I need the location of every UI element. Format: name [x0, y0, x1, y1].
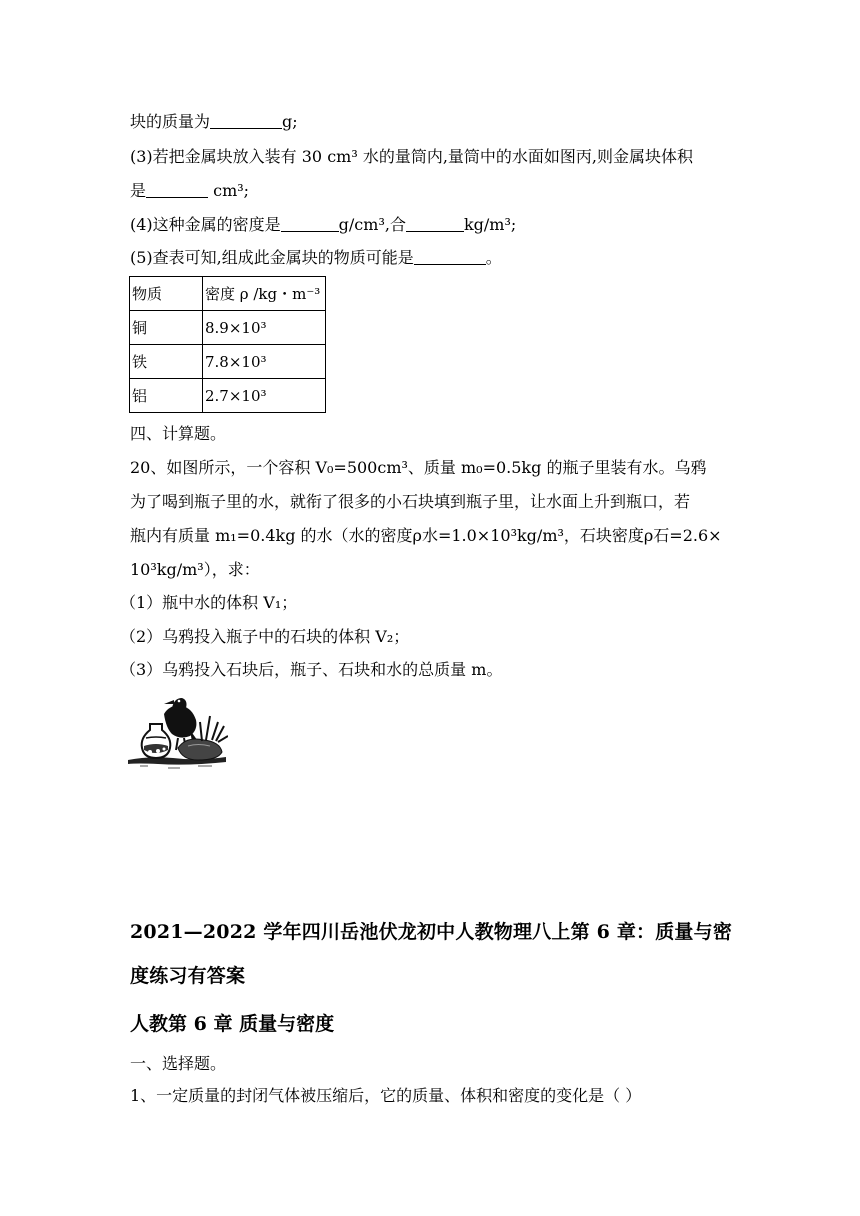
table-cell: 2.7×10³ [203, 379, 326, 413]
q20-line-4: 10³kg/m³），求： [130, 560, 260, 579]
q19-line1-unit: g; [282, 112, 298, 131]
q19-line4-unit: kg/m³; [463, 215, 517, 234]
answer-blank-volume[interactable] [146, 181, 208, 198]
table-cell: 7.8×10³ [203, 345, 326, 379]
q19-line5-end: 。 [485, 248, 502, 267]
chapter-subtitle: 人教第 6 章 质量与密度 [130, 1013, 335, 1035]
table-row [130, 311, 326, 345]
q19-line1-text: 块的质量为 [130, 112, 211, 131]
crow-bottle-illustration [128, 686, 228, 770]
q19-line-3 [130, 181, 249, 201]
q19-line-5 [130, 248, 502, 268]
q20-sub-question-3: （3）乌鸦投入石块后，瓶子、石块和水的总质量 m。 [120, 660, 503, 679]
table-cell: 铜 [130, 311, 203, 345]
density-table [129, 276, 326, 413]
table-header-row [130, 277, 326, 311]
section-heading-calculation: 四、计算题。 [130, 424, 227, 443]
answer-blank-density-gcm3[interactable] [281, 215, 339, 232]
answer-blank-density-kgm3[interactable] [406, 215, 464, 232]
document-title-line-1: 2021—2022 学年四川岳池伏龙初中人教物理八上第 6 章：质量与密 [130, 921, 733, 943]
q19-line-2: (3)若把金属块放入装有 30 cm³ 水的量筒内,量筒中的水面如图丙,则金属块体积 [130, 147, 694, 166]
answer-blank-mass[interactable] [210, 112, 282, 129]
q19-line-1 [130, 112, 298, 132]
question-1: 1、一定质量的封闭气体被压缩后，它的质量、体积和密度的变化是（ ） [130, 1086, 642, 1105]
table-row [130, 379, 326, 413]
q20-line-2: 为了喝到瓶子里的水，就衔了很多的小石块填到瓶子里，让水面上升到瓶口，若 [130, 492, 691, 511]
q20-sub-question-2: （2）乌鸦投入瓶子中的石块的体积 V₂； [120, 627, 410, 646]
section-heading-choice: 一、选择题。 [130, 1054, 227, 1073]
table-header-cell: 物质 [130, 277, 203, 311]
table-row [130, 345, 326, 379]
table-cell: 铁 [130, 345, 203, 379]
document-title-line-2: 度练习有答案 [130, 965, 246, 987]
q19-line4-text: (4)这种金属的密度是 [130, 215, 281, 234]
q20-line-3: 瓶内有质量 m₁=0.4kg 的水（水的密度ρ水=1.0×10³kg/m³，石块密度ρ石=2.6× [130, 526, 722, 545]
q19-line4-mid: g/cm³,合 [338, 215, 406, 234]
table-cell: 8.9×10³ [203, 311, 326, 345]
table-cell: 铝 [130, 379, 203, 413]
q19-line-4 [130, 215, 516, 235]
q20-line-1: 20、如图所示，一个容积 V₀=500cm³、质量 m₀=0.5kg 的瓶子里装有水。乌鸦 [130, 458, 707, 477]
q19-line3-text: 是 [130, 181, 147, 200]
q19-line5-text: (5)查表可知,组成此金属块的物质可能是 [130, 248, 414, 267]
table-header-cell: 密度 ρ /kg・m⁻³ [203, 277, 326, 311]
q20-sub-question-1: （1）瓶中水的体积 V₁； [120, 593, 298, 612]
answer-blank-substance[interactable] [414, 248, 486, 265]
q19-line3-unit: cm³; [208, 181, 250, 200]
